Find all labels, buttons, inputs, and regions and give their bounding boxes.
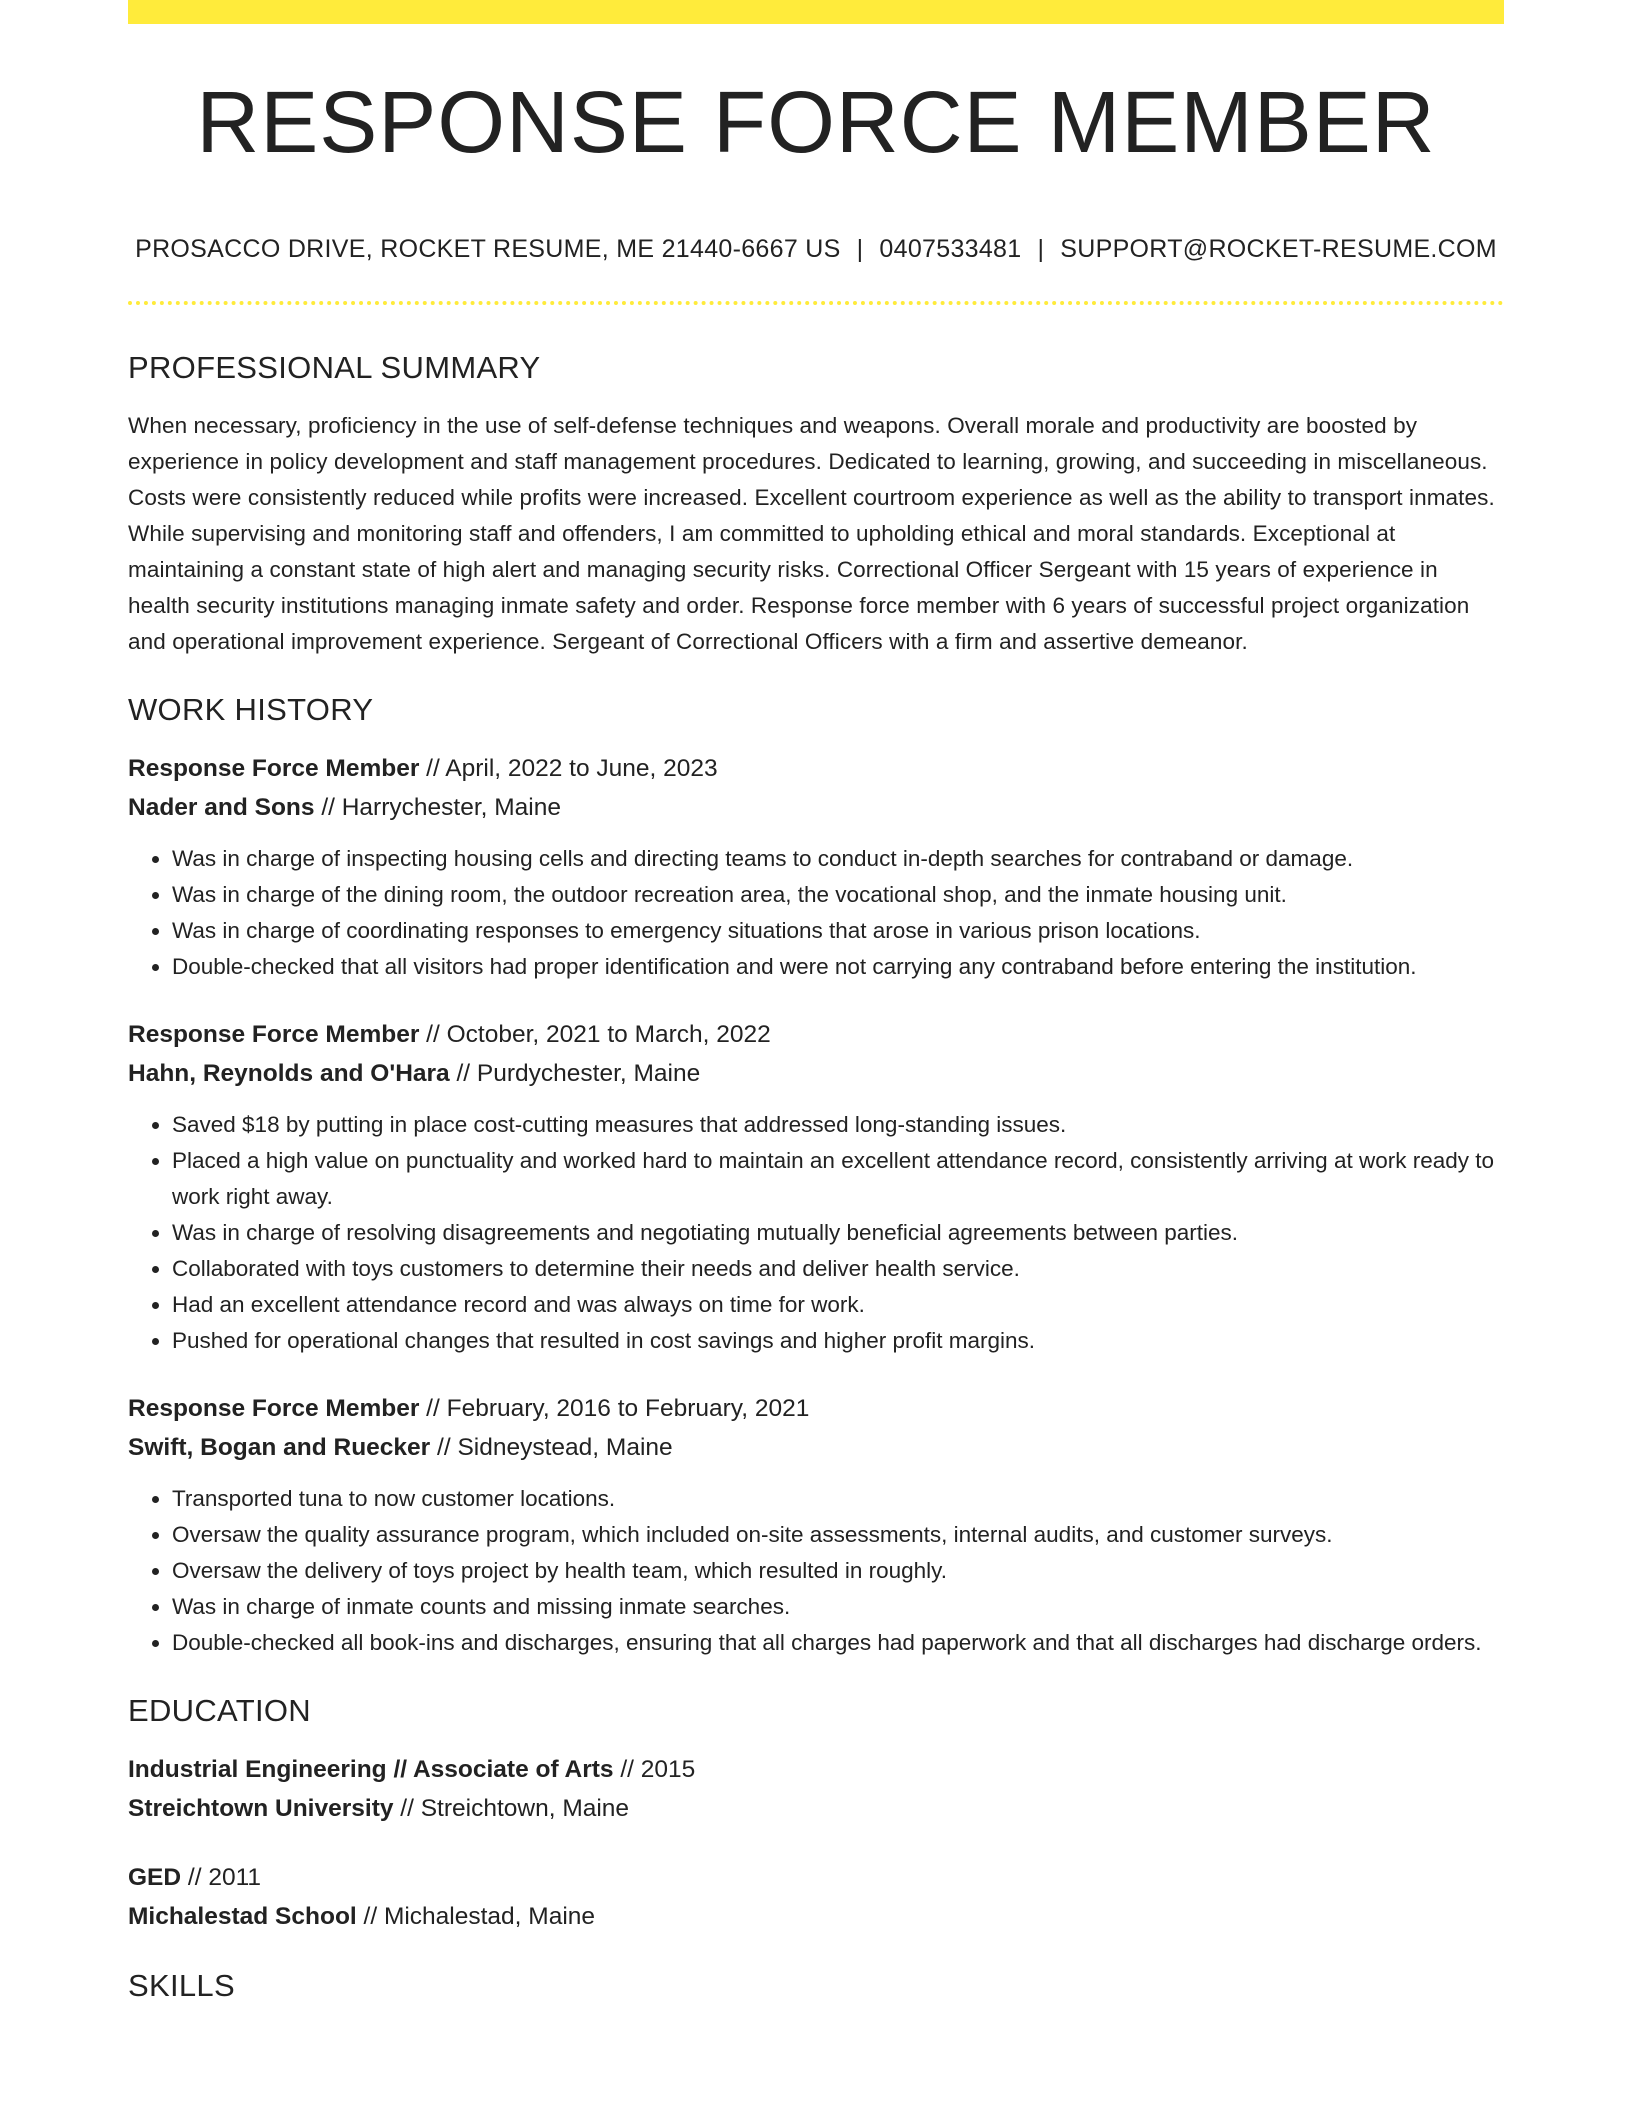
job-company-line — [128, 1054, 1504, 1093]
job-title-line — [128, 1015, 1504, 1054]
job-location: // Purdychester, Maine — [449, 1060, 701, 1087]
job-bullet: • Oversaw the quality assurance program, which included on-site assessments, internal audits, and customer surveys. — [172, 1517, 1504, 1553]
contact-separator: | — [1037, 235, 1045, 263]
degree-year: // 2011 — [181, 1864, 262, 1891]
job-company-line — [128, 788, 1504, 827]
job-bullet: • Was in charge of inmate counts and missing inmate searches. — [172, 1589, 1504, 1625]
job-location: // Harrychester, Maine — [314, 794, 561, 821]
job-bullet: • Was in charge of the dining room, the outdoor recreation area, the vocational shop, and the inmate housing unit. — [172, 877, 1504, 913]
job-bullet: • Pushed for operational changes that resulted in cost savings and higher profit margins. — [172, 1323, 1504, 1359]
contact-phone: 0407533481 — [879, 235, 1022, 263]
job-dates: // October, 2021 to March, 2022 — [419, 1021, 771, 1048]
degree-year: // 2015 — [613, 1756, 696, 1783]
school-location: // Streichtown, Maine — [393, 1795, 630, 1822]
job-dates: // April, 2022 to June, 2023 — [419, 755, 718, 782]
job-bullet: • Double-checked that all visitors had proper identification and were not carrying any contraband before entering the institution. — [172, 949, 1504, 985]
job-title-line — [128, 749, 1504, 788]
job-entry — [128, 1389, 1504, 1661]
job-bullet: • Saved $18 by putting in place cost-cutting measures that addressed long-standing issues. — [172, 1107, 1504, 1143]
job-title-line — [128, 1389, 1504, 1428]
job-bullet: • Double-checked all book-ins and discharges, ensuring that all charges had paperwork and that all discharges had discharge orders. — [172, 1625, 1504, 1661]
contact-line — [128, 237, 1504, 262]
job-dates: // February, 2016 to February, 2021 — [419, 1395, 810, 1422]
job-bullet: • Was in charge of inspecting housing cells and directing teams to conduct in-depth searches for contraband or damage. — [172, 841, 1504, 877]
work-history-heading: WORK HISTORY — [128, 692, 374, 727]
school-line — [128, 1789, 1504, 1828]
job-bullet: • Was in charge of coordinating responses to emergency situations that arose in various prison locations. — [172, 913, 1504, 949]
job-bullet: • Oversaw the delivery of toys project by health team, which resulted in roughly. — [172, 1553, 1504, 1589]
job-role: Response Force Member — [128, 1395, 420, 1422]
job-company-line — [128, 1428, 1504, 1467]
job-bullets — [128, 1107, 1504, 1359]
job-company: Hahn, Reynolds and O'Hara — [128, 1060, 450, 1087]
job-bullet: • Transported tuna to now customer locations. — [172, 1481, 1504, 1517]
job-company: Nader and Sons — [128, 794, 315, 821]
job-entry — [128, 1015, 1504, 1359]
job-bullet: • Placed a high value on punctuality and worked hard to maintain an excellent attendance record, consistently arriving at work ready to work right away. — [172, 1143, 1504, 1215]
dotted-divider — [128, 301, 1504, 305]
resume-title: RESPONSE FORCE MEMBER — [196, 74, 1436, 171]
job-entry — [128, 749, 1504, 985]
school-location: // Michalestad, Maine — [356, 1903, 596, 1930]
education-entry — [128, 1750, 1504, 1828]
job-bullet: • Was in charge of resolving disagreements and negotiating mutually beneficial agreements between parties. — [172, 1215, 1504, 1251]
school-line — [128, 1897, 1504, 1936]
contact-address: PROSACCO DRIVE, ROCKET RESUME, ME 21440-6667 US — [135, 235, 841, 263]
resume-page — [128, 0, 1504, 2112]
job-bullets — [128, 1481, 1504, 1661]
degree-name: Industrial Engineering // Associate of Arts — [128, 1756, 614, 1783]
job-role: Response Force Member — [128, 1021, 420, 1048]
job-role: Response Force Member — [128, 755, 420, 782]
job-location: // Sidneystead, Maine — [430, 1434, 673, 1461]
job-bullets — [128, 841, 1504, 985]
education-heading: EDUCATION — [128, 1693, 311, 1728]
degree-name: GED — [128, 1864, 182, 1891]
summary-heading: PROFESSIONAL SUMMARY — [128, 350, 541, 385]
job-bullet: • Had an excellent attendance record and was always on time for work. — [172, 1287, 1504, 1323]
degree-line — [128, 1750, 1504, 1789]
school-name: Streichtown University — [128, 1795, 394, 1822]
education-entry — [128, 1858, 1504, 1936]
contact-email: SUPPORT@ROCKET-RESUME.COM — [1060, 235, 1497, 263]
degree-line — [128, 1858, 1504, 1897]
contact-separator: | — [856, 235, 864, 263]
school-name: Michalestad School — [128, 1903, 357, 1930]
skills-heading: SKILLS — [128, 1968, 235, 2003]
top-accent-bar — [128, 0, 1504, 24]
summary-text: When necessary, proficiency in the use of self-defense techniques and weapons. Overall morale and productivity are boosted by experience in policy development and staff management procedures. Dedicated to learning, growing, and succeeding in miscellaneous. Costs were consistently reduced while profits were increased. Excellent courtroom experience as well as the ability to transport inmates. While supervising and monitoring staff and offenders, I am committed to upholding ethical and moral standards. Exceptional at maintaining a constant state of high alert and managing security risks. Correctional Officer Sergeant with 15 years of experience in health security institutions managing inmate safety and order. Response force member with 6 years of successful project organization and operational improvement experience. Sergeant of Correctional Officers with a firm and assertive demeanor. — [128, 413, 1495, 654]
job-bullet: • Collaborated with toys customers to determine their needs and deliver health service. — [172, 1251, 1504, 1287]
job-company: Swift, Bogan and Ruecker — [128, 1434, 431, 1461]
